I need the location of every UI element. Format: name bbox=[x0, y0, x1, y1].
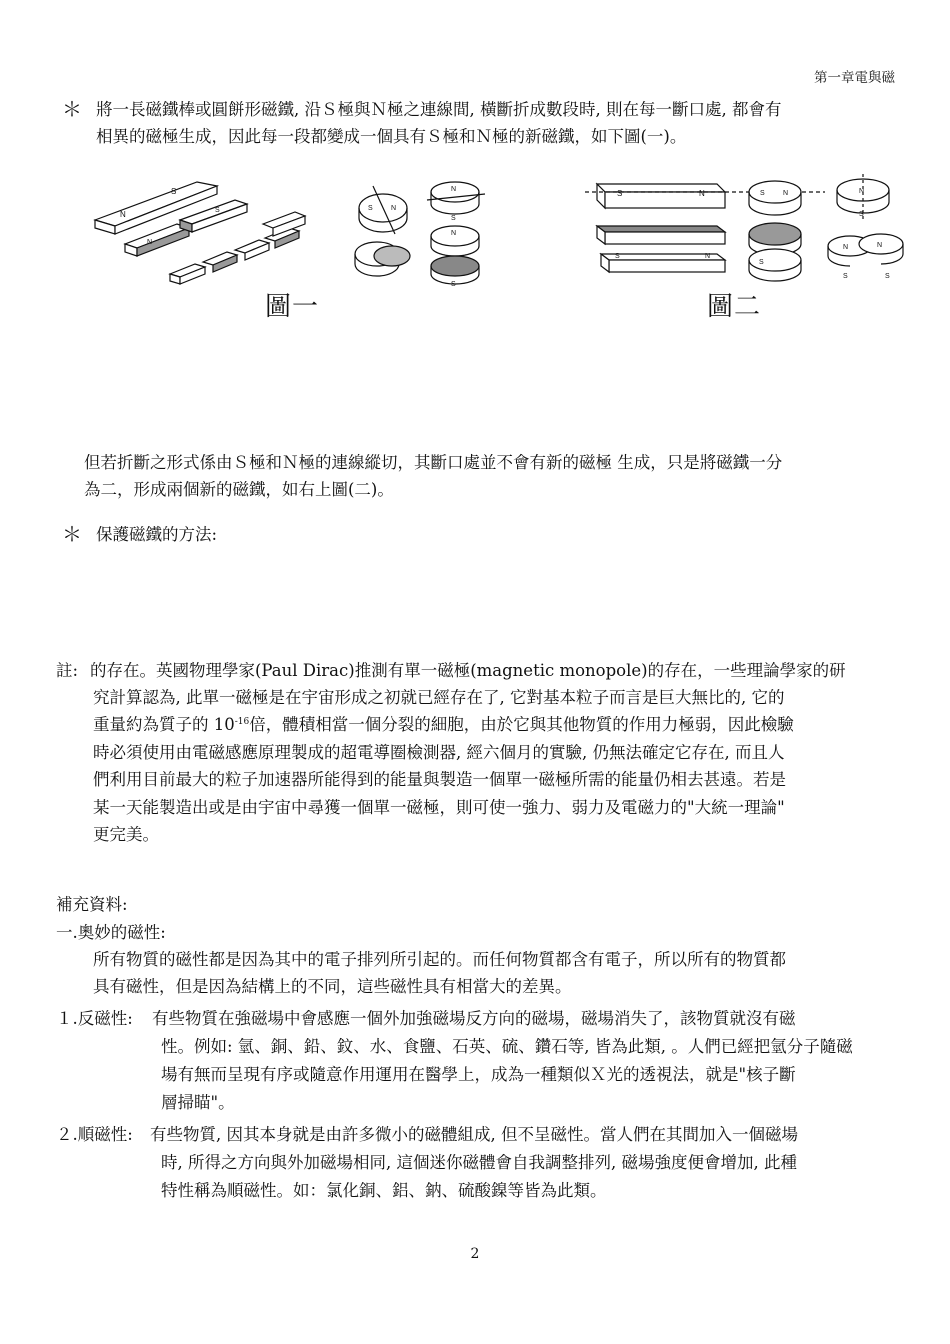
item-1-line-2: 性。例如: 氫、銅、鉛、鈫、水、食鹽、石英、硫、鑽石等, 皆為此類, 。人們已經把氫分子隨磁 bbox=[161, 1037, 853, 1056]
note-line-4: 時必須使用由電磁感應原理製成的超電導圈檢測器, 經六個月的實驗, 仍無法確定它存在, 而且人 bbox=[93, 743, 785, 762]
svg-text:S: S bbox=[859, 211, 864, 218]
figure-2-disc-magnets bbox=[749, 174, 903, 281]
svg-text:S: S bbox=[451, 281, 456, 288]
svg-text:N: N bbox=[451, 186, 457, 193]
svg-text:N: N bbox=[705, 253, 711, 260]
item-2-line-1: 有些物質, 因其本身就是由許多微小的磁體組成, 但不呈磁性。當人們在其間加入一個磁場 bbox=[150, 1125, 798, 1144]
intro-line-2: 相異的磁極生成，因此每一段都變成一個具有Ｓ極和Ｎ極的新磁鐵，如下圖(一)。 bbox=[96, 127, 687, 146]
note-label: 註: bbox=[56, 661, 79, 680]
svg-text:N: N bbox=[859, 188, 865, 195]
item-1-line-3: 場有無而呈現有序或隨意作用運用在醫學上，成為一種類似Ｘ光的透視法，就是"核子斷 bbox=[161, 1065, 796, 1084]
figure-1-disc-magnets bbox=[355, 182, 485, 288]
svg-text:N: N bbox=[391, 205, 397, 212]
split-line-1: 但若折斷之形式係由Ｓ極和Ｎ極的連線縱切，其斷口處並不會有新的磁極 生成，只是將磁鐵一分 bbox=[84, 453, 783, 472]
svg-text:N: N bbox=[783, 190, 789, 197]
chapter-header: 第一章電與磁 bbox=[814, 70, 895, 86]
pole-label-s: S bbox=[215, 207, 220, 214]
note-line-2: 究計算認為, 此單一磁極是在宇宙形成之初就已經存在了, 它對基本粒子而言是巨大無比的, 它的 bbox=[93, 688, 785, 707]
bullet-star: ＊ bbox=[62, 522, 82, 546]
svg-text:S: S bbox=[615, 253, 620, 260]
figure-2-caption: 圖二 bbox=[707, 292, 762, 322]
svg-text:N: N bbox=[451, 230, 457, 237]
pole-label-s: S bbox=[171, 187, 177, 196]
svg-text:N: N bbox=[699, 189, 705, 198]
item-2-line-3: 特性稱為順磁性。如：氯化銅、鋁、鈉、硫酸鎳等皆為此類。 bbox=[161, 1181, 607, 1200]
svg-text:S: S bbox=[760, 190, 765, 197]
svg-text:S: S bbox=[617, 189, 623, 198]
svg-text:S: S bbox=[368, 205, 373, 212]
note-line-7: 更完美。 bbox=[93, 825, 159, 844]
page-number: 2 bbox=[470, 1246, 480, 1262]
supplement-intro-2: 具有磁性，但是因為結構上的不同，這些磁性具有相當大的差異。 bbox=[93, 977, 572, 996]
svg-text:S: S bbox=[843, 273, 848, 280]
bullet-star: ＊ bbox=[62, 97, 82, 121]
note-line-1: 的存在。英國物理學家(Paul Dirac)推測有單一磁極(magnetic monopole)的存在，一些理論學家的研 bbox=[90, 661, 846, 680]
magnet-figures bbox=[85, 172, 905, 322]
item-1-line-4: 層掃瞄"。 bbox=[161, 1093, 235, 1112]
supplement-intro-1: 所有物質的磁性都是因為其中的電子排列所引起的。而任何物質都含有電子，所以所有的物質都 bbox=[93, 950, 786, 969]
protect-title: 保護磁鐵的方法: bbox=[96, 525, 218, 544]
pole-label-n: N bbox=[147, 239, 153, 246]
figure-1-bar-magnets bbox=[95, 182, 305, 284]
svg-text:S: S bbox=[759, 259, 764, 266]
pole-label-n: N bbox=[120, 210, 126, 219]
intro-line-1: 將一長磁鐵棒或圓餅形磁鐵, 沿Ｓ極與Ｎ極之連線間, 橫斷折成數段時, 則在每一斷口處, 都會有 bbox=[96, 100, 782, 119]
svg-text:N: N bbox=[877, 242, 883, 249]
svg-text:S: S bbox=[885, 273, 890, 280]
item-1-line-1: 有些物質在強磁場中會感應一個外加強磁場反方向的磁場，磁場消失了，該物質就沒有磁 bbox=[152, 1009, 796, 1028]
item-2-label: ２.順磁性: bbox=[56, 1125, 133, 1144]
figure-1-caption: 圖一 bbox=[265, 292, 320, 322]
item-1-label: １.反磁性: bbox=[56, 1009, 133, 1028]
supplement-title: 補充資料: bbox=[56, 895, 128, 914]
section-heading: 一.奧妙的磁性: bbox=[56, 923, 166, 942]
split-line-2: 為二，形成兩個新的磁鐵，如右上圖(二)。 bbox=[84, 480, 394, 499]
note-line-6: 某一天能製造出或是由宇宙中尋獲一個單一磁極，則可使一強力、弱力及電磁力的"大統一理論" bbox=[93, 798, 785, 817]
svg-text:N: N bbox=[843, 244, 849, 251]
note-line-5: 們利用目前最大的粒子加速器所能得到的能量與製造一個單一磁極所需的能量仍相去甚遠。若是 bbox=[93, 770, 786, 789]
note-line-3: 重量約為質子的 $10^{-16}$倍，體積相當一個分裂的細胞，由於它與其他物質的作用力極弱，因此檢驗 bbox=[93, 715, 794, 734]
svg-text:S: S bbox=[451, 215, 456, 222]
exponent: -16 bbox=[234, 717, 250, 727]
item-2-line-2: 時, 所得之方向與外加磁場相同, 這個迷你磁體會自我調整排列, 磁場強度便會增加, 此種 bbox=[161, 1153, 797, 1172]
